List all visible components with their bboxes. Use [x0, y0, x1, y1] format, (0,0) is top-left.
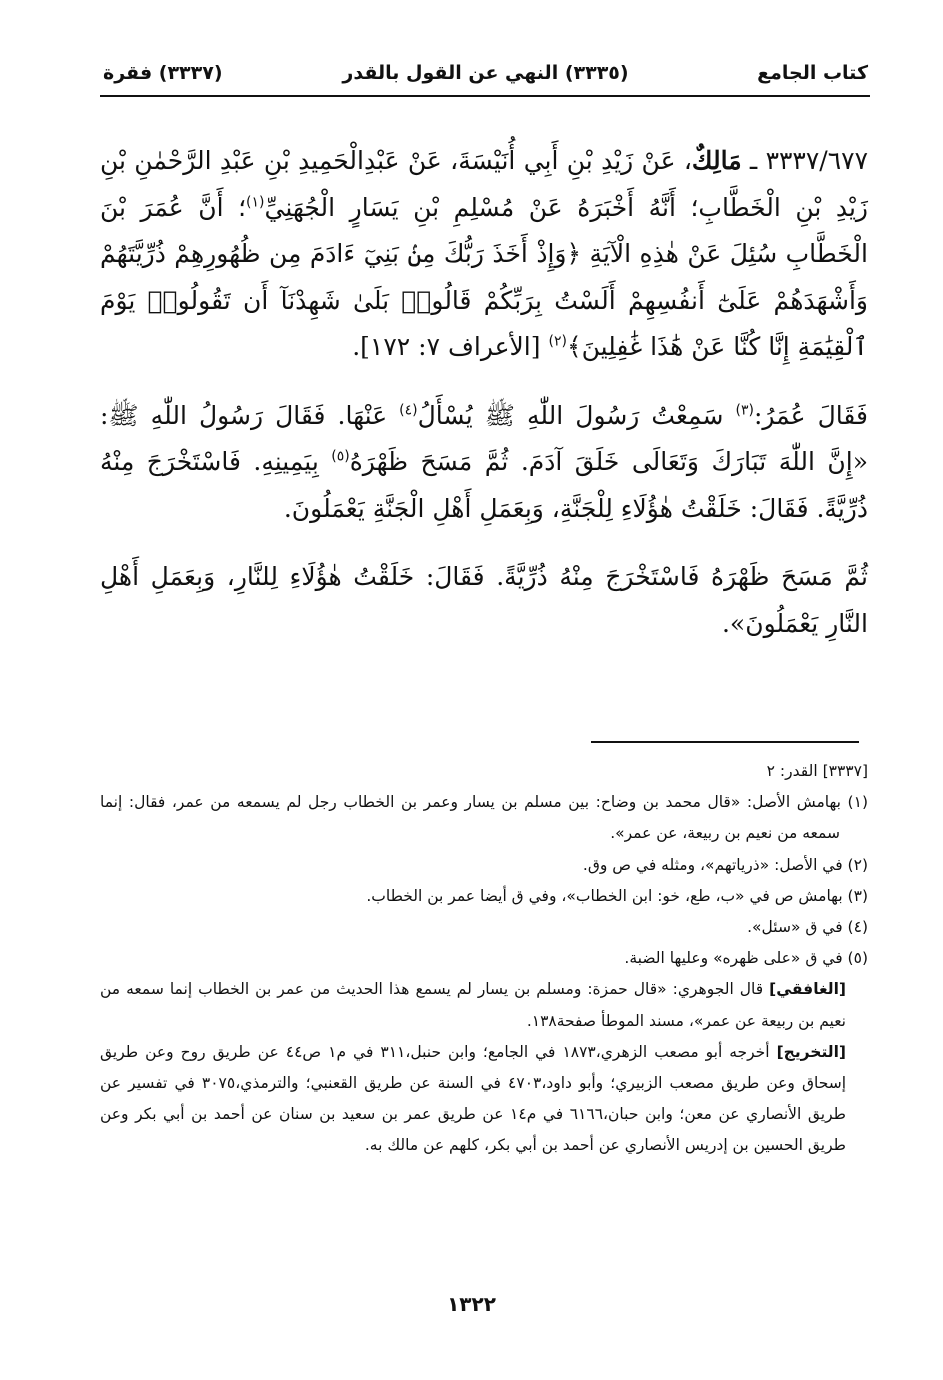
- ghafiqi-note: [100, 974, 868, 1036]
- footnote-marker-2: (٢): [548, 333, 567, 350]
- header-book-title: كتاب الجامع: [757, 62, 868, 84]
- matn-text-a: فَقَالَ عُمَرُ:: [753, 400, 868, 430]
- hadith-text: [100, 138, 868, 647]
- footnote-reference: [٣٣٣٧] القدر: ٢: [766, 762, 868, 780]
- ghafiqi-label: [الغافقي]: [769, 980, 846, 999]
- narrator-name: مَالِكٌ: [691, 146, 742, 175]
- footnote-3: (٣) بهامش ص في «ب، طع، خو: ابن الخطاب»، وفي ق أيضا عمر بن الخطاب.: [366, 886, 868, 905]
- footnotes: [100, 756, 868, 1162]
- takhrij-label: [التخريج]: [776, 1042, 846, 1061]
- footnote-marker-1: (١): [246, 194, 265, 211]
- takhrij-text: أخرجه أبو مصعب الزهري،١٨٧٣ في الجامع؛ وابن حنبل،٣١١ في م١ ص٤٤ عن طريق روح وعن طريق إسحاق وعن طريق مصعب الزبيري؛ وأبو داود،٤٧٠٣ في السنة عن طريق القعنبي؛ والترمذي،٣٠٧٥ في تفسير عن طريق الأنصاري عن معن؛ وابن حبان،٦١٦٦ في م١٤ عن طريق عمر بن سعيد بن سنان عن أحمد بن أبي بكر وعن طريق الحسين بن إدريس الأنصاري عن أحمد بن أبي بكر، كلهم عن مالك به.: [100, 1042, 847, 1155]
- footnote-1: (١) بهامش الأصل: «قال محمد بن وضاح: بين مسلم بن يسار وعمر بن الخطاب رجل لم يسمعه من عمر، فقال: إنما سمعه من نعيم بن ربيعة، عن عمر».: [100, 793, 868, 843]
- header-paragraph-number: (٣٣٣٧) فقرة: [103, 62, 223, 84]
- hadith-isnad-paragraph: [100, 138, 868, 371]
- footnote-2: (٢) في الأصل: «ذرياتهم»، ومثله في ص وق.: [582, 855, 868, 874]
- quran-reference: [الأعراف ٧: ١٧٢].: [352, 332, 549, 361]
- ghafiqi-text: قال الجوهري: «قال حمزة: ومسلم بن يسار لم يسمع هذا الحديث من عمر بن الخطاب إنما سمعه من نعيم بن ربيعة عن عمر»، مسند الموطأ صفحة١٣٨.: [100, 980, 846, 1030]
- matn-text-d: بِيَمِينِهِ. فَاسْتَخْرَجَ مِنْهُ ذُرِّيَّةً. فَقَالَ: خَلَقْتُ هٰؤُلَاءِ لِلْجَنَّةِ، وَبِعَمَلِ أَهْلِ الْجَنَّةِ يَعْمَلُونَ.: [100, 447, 868, 523]
- matn-text-c: عَنْهَا. فَقَالَ رَسُولُ اللّٰهِ ﷺ: «إِنَّ اللّٰهَ تَبَارَكَ وَتَعَالَى خَلَقَ آدَمَ. ثُمَّ مَسَحَ ظَهْرَهُ: [100, 400, 868, 476]
- footnote-marker-5: (٥): [331, 448, 350, 465]
- isnad-text: ، عَنْ زَيْدِ بْنِ أَبِي أُنَيْسَةَ، عَنْ عَبْدِالْحَمِيدِ بْنِ عَبْدِ الرَّحْمٰنِ بْنِ زَيْدِ بْنِ الْخَطَّابِ؛ أَنَّهُ أَخْبَرَهُ عَنْ مُسْلِمِ بْنِ يَسَارٍ الْجُهَنِيِّ: [100, 146, 868, 222]
- footnote-4: (٤) في ق «سئل».: [747, 918, 868, 937]
- footnote-marker-4: (٤): [399, 402, 418, 419]
- footnote-5: (٥) في ق «على ظهره» وعليها الضبة.: [624, 949, 868, 968]
- running-header: [103, 58, 868, 92]
- hadith-closing-paragraph: ثُمَّ مَسَحَ ظَهْرَهُ فَاسْتَخْرَجَ مِنْهُ ذُرِّيَّةً. فَقَالَ: خَلَقْتُ هٰؤُلَاءِ لِلنَّارِ، وَبِعَمَلِ أَهْلِ النَّارِ يَعْمَلُونَ».: [100, 562, 868, 638]
- header-chapter-title: (٣٣٣٥) النهي عن القول بالقدر: [342, 62, 629, 84]
- hadith-matn-paragraph: [100, 393, 868, 533]
- footnote-marker-3: (٣): [735, 402, 754, 419]
- header-divider: [100, 95, 870, 97]
- question-text: ؛ أَنَّ عُمَرَ بْنَ الْخَطَّابِ سُئِلَ عَنْ هٰذِهِ الْآيَةِ ﴿وَإِذْ أَخَذَ رَبُّكَ مِنۢ بَنِيٓ ءَادَمَ مِن ظُهُورِهِمْ ذُرِّيَّتَهُمْ وَأَشْهَدَهُمْ عَلَىٰٓ أَنفُسِهِمْ أَلَسْتُ بِرَبِّكُمْ قَالُوا۟ بَلَىٰ شَهِدْنَآ أَن تَقُولُوا۟ يَوْمَ ٱلْقِيَٰمَةِ إِنَّا كُنَّا عَنْ هَٰذَا غَٰفِلِينَ﴾: [100, 192, 868, 361]
- footnote-divider: [591, 741, 859, 743]
- takhrij-note: [100, 1037, 868, 1162]
- matn-text-b: سَمِعْتُ رَسُولَ اللّٰهِ ﷺ يُسْأَلُ: [417, 400, 736, 430]
- page-number: ١٣٢٢: [447, 1292, 496, 1316]
- hadith-number: ٣٣٣٧/٦٧٧ ـ: [749, 146, 868, 175]
